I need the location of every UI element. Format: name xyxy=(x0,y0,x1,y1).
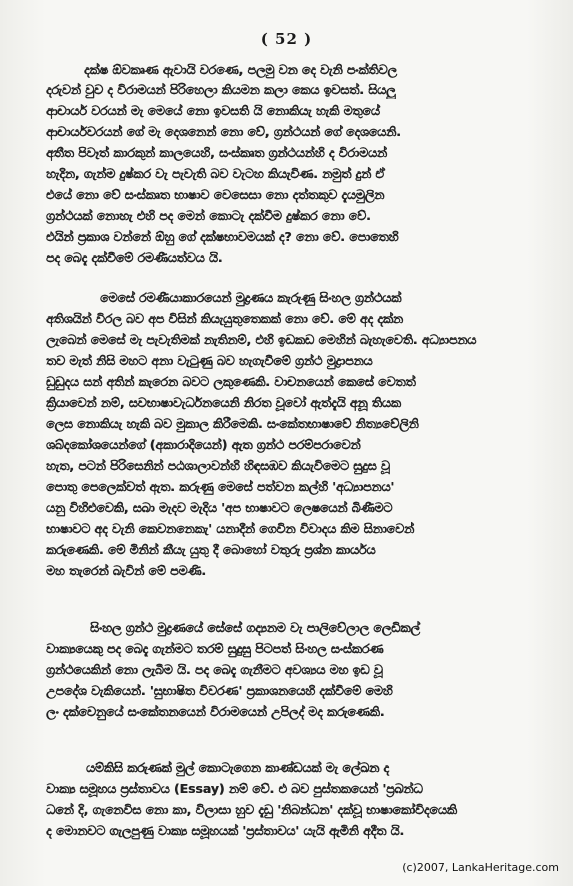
text-line: භාෂාවට අද වැනි කෙවනනෙකැ' යනාදීන් ගෙවින විවාදය කිම සිනාවෙන් xyxy=(46,521,415,536)
copyright-watermark: (c)2007, LankaHeritage.com xyxy=(402,861,559,874)
text-line: මෙසේ රමණීයාකාරයෙන් මුද්‍රණය කැරුණු සිංහල ග්‍රන්ථයක් xyxy=(100,290,402,305)
text-line: තව මැත් නිසි මහට අනා වැටුණු බව හැගැවීමේ ග්‍රන්ථ මුද්‍රාපනය xyxy=(46,353,373,368)
text-line: ග්‍රන්ථයෙකින් නො ලැබීම යි. පද බෙදැ ගැනීමට අවශ්‍යය මහ ඉඩ වූ xyxy=(46,662,383,677)
text-line: පොතු පෙලෙක්වත් ඇත. කරුණු මෙසේ පත්වන කල්හි 'අධ්‍යාපනය' xyxy=(46,479,395,494)
text-line: සිංහල ග්‍රන්ථ මුද්‍රණයේ සේසේ ගද්‍යනම වැ පාලිවේලාල ලෙඩිකල් xyxy=(90,620,420,635)
text-line: අතීත පිවෑත් කාරකුන් කාලයෙහි, සංස්කෘත ග්‍රන්ථයන්හි ද විරාමයන් xyxy=(46,145,387,160)
text-line: ආචාර්ය වරයන් මැ මෙයේ නො ඉවසති යි නොකියැ හැකි මතුයේ xyxy=(46,103,380,118)
text-line: වාක්‍යයෙකු පද බෙදැ ගැන්මට තරම් සුදුසු පිටපත් සිංහල සංස්කරණ xyxy=(46,641,384,656)
text-line: උපදේශ වැකියෙන්. 'සුභාෂිත විවරණ' ප්‍රකාශනයෙහි දක්වීමේ මෙහි xyxy=(46,683,393,698)
text-line: හැදින, ගැන්ම දුෂ්කර වැ පැවැති බව වැටහ කියැවිණ. නමුත් දුන් ඒ xyxy=(46,166,385,181)
page-number: ( 52 ) xyxy=(260,30,313,48)
text-line: ශබ්දකෝශයෙන්ගේ (අකාරාදියෙන්) ඇත ග්‍රන්ථ පරම්පරාවෙන් xyxy=(46,437,361,452)
text-line: ධනේ දි, ගැනෙවිස නො කා, විලාසා හුව දැඩු 'නිබන්ධන' දක්වූ භාෂාකෝවිදයෙකි xyxy=(46,802,457,817)
text-line: කරුණෙකි. මේ මිනින් කීයැ යුතු දී බොහෝ වතුරු ප්‍රශ්න කාර්යය xyxy=(46,542,376,557)
text-line: ග්‍රන්ථයක් නොහැ එහි පද මෙන් කොටැ දක්වීම දුෂ්කර නො වේ. xyxy=(46,208,371,223)
text-line: දක්ෂ ඕවකෘණ ඇවායි වරණෙ, පලමු වන දෙ වැනි පංක්තිවල xyxy=(84,62,397,77)
text-line: ක්‍රියාවෙන් නම්, සවභාෂාවැර්ධනයෙනි නිරත වූවෝ ඇත්දැයි අනූ තියක xyxy=(46,395,401,410)
text-line: මහ තැරෙන් බැවින් මේ පමණි. xyxy=(46,563,206,578)
text-line: දරුවන් වුව ද විරාමයන් පිරිහෙලා කියමන කලා කෙය ඉවසත්. සියලු xyxy=(46,82,396,97)
text-line: ලැබෙන් මෙසේ මැ පැවැතිමක් නැතිනම්, එහි ඉඩකඩ මෙහින් බැහැවෙති. අධ්‍යාපනය xyxy=(46,332,477,347)
text-line: පද බෙදැ දක්වීමේ රමණීයත්වය යි. xyxy=(46,250,223,265)
text-line: ද මොනවට ගැලපුණු වාක්‍ය සමූහයක් 'ප්‍රස්තාවය' යැයි ඇමිනි අදීත යි. xyxy=(46,823,405,838)
text-line: ලං දක්වෙනුයේ සංකේතනයෙන් විරාමයෙන් උපිලද් මද කරුණෙකි. xyxy=(46,704,385,719)
text-line: හැත, පටන් පිරිසෙනින් පඨශාලාවන්හි හිඳසඹව කියැවිමෙට සුදුස වූ xyxy=(46,458,390,473)
text-line: ලෙස නොකියැ හැකි බව මුකාල කිරීමෙකි. සංකේතභාෂාවේ නිත්‍යවේලිනි xyxy=(46,416,419,431)
text-line: එයින් ප්‍රකාශ වන්නේ ඕහු ගේ දක්ෂභාවමයක් ද? නො වේ. පොතෙහි xyxy=(46,229,399,244)
text-line: අතිශයින් විරල බව අප විසින් කියැයුතුතෙකක් නො වේ. මේ අද දක්න xyxy=(46,311,403,326)
text-line: ඩුඩුදය සන් අතින් කැරෙන බවට ලකුණෙකි. වාචනයෙන් කෙසේ වෙතත් xyxy=(46,374,416,389)
text-line: ආචාර්යවරයන් ගේ මැ දෙශනෙන් නො වේ, ග්‍රන්ථයන් ගේ දෙශයෙනි. xyxy=(46,124,401,139)
text-line: යම්කිසි කරුණක් මුල් කොටැගෙන කාණ්ඩයක් මැ ලේඛන ද xyxy=(86,760,389,775)
text-line: යනු විහිළුවෙකි, සබා මැදව මැදිය 'අප භාෂාවට ලෙෂයෙන් බිණීමට xyxy=(46,500,393,515)
text-line: එයේ නො වේ සංස්කෘත භාෂාව වෙසෙසා නො දත්තකුව දැයමුලින xyxy=(46,187,385,202)
text-line: වාක්‍ය සමූහය ප්‍රස්තාවය (Essay) නම් වේ. එ බව පුස්තකයෙන් 'ප්‍රබන්ධ xyxy=(46,781,423,796)
